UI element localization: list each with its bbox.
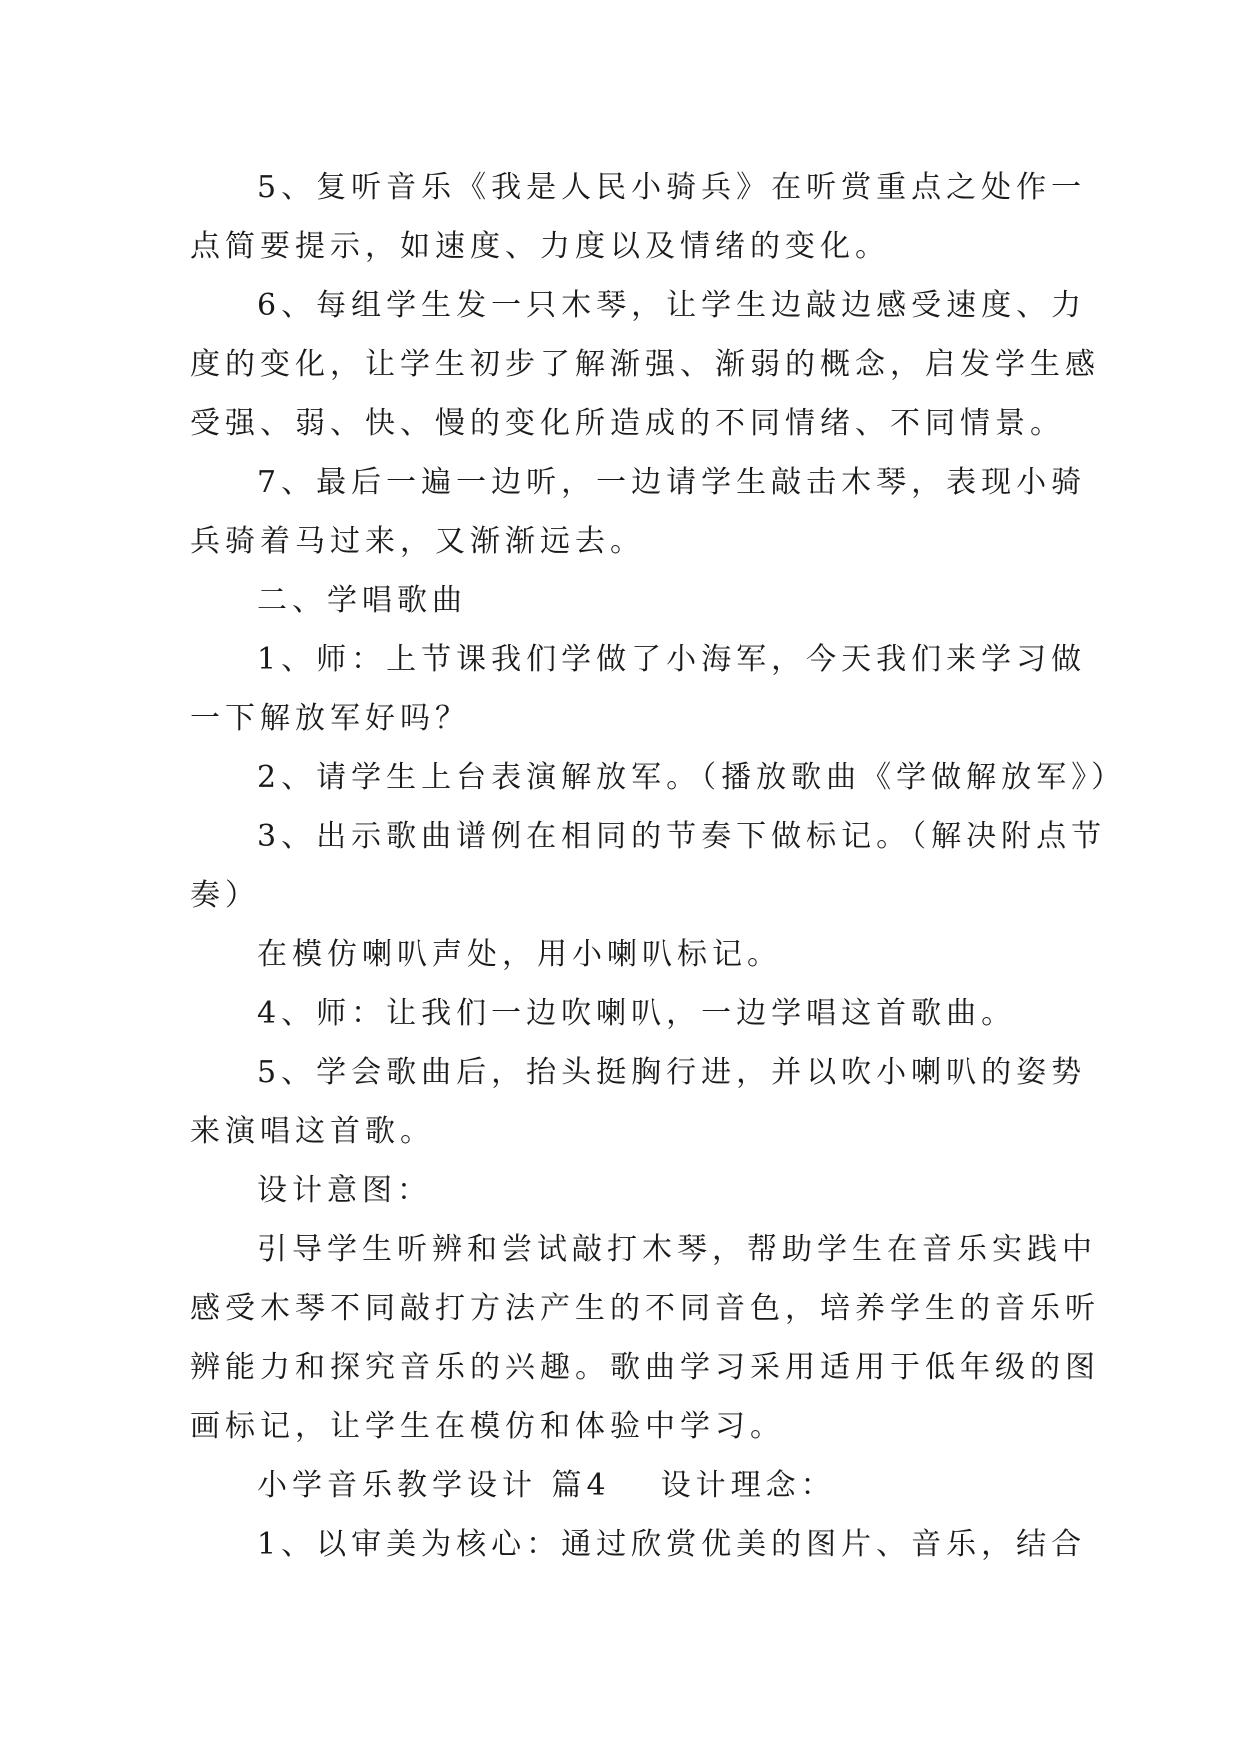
paragraph-line: 1、师：上节课我们学做了小海军，今天我们来学习做 — [257, 642, 1087, 677]
paragraph-line: 一下解放军好吗？ — [190, 701, 470, 736]
paragraph-line: 4、师：让我们一边吹喇叭，一边学唱这首歌曲。 — [257, 996, 1017, 1031]
paragraph-line: 度的变化，让学生初步了解渐强、渐弱的概念，启发学生感 — [190, 347, 1100, 382]
paragraph-line: 2、请学生上台表演解放军。（播放歌曲《学做解放军》） — [257, 760, 1127, 795]
chapter-title: 小学音乐教学设计 篇4 — [257, 1468, 611, 1503]
paragraph-line: 画标记，让学生在模仿和体验中学习。 — [190, 1409, 785, 1444]
paragraph-line: 1、以审美为核心：通过欣赏优美的图片、音乐，结合 — [257, 1527, 1087, 1562]
paragraph-line: 感受木琴不同敲打方法产生的不同音色，培养学生的音乐听 — [190, 1291, 1100, 1326]
paragraph-line: 受强、弱、快、慢的变化所造成的不同情绪、不同情景。 — [190, 406, 1065, 441]
paragraph-line: 3、出示歌曲谱例在相同的节奏下做标记。（解决附点节 — [257, 819, 1107, 854]
paragraph-line: 点简要提示，如速度、力度以及情绪的变化。 — [190, 229, 890, 264]
document-body — [190, 158, 1127, 1574]
section-label: 设计意图： — [257, 1173, 432, 1208]
paragraph-line: 兵骑着马过来，又渐渐远去。 — [190, 524, 645, 559]
paragraph-line: 5、学会歌曲后，抬头挺胸行进，并以吹小喇叭的姿势 — [257, 1055, 1087, 1090]
chapter-heading-line — [190, 1456, 1050, 1515]
paragraph-line: 引导学生听辨和尝试敲打木琴，帮助学生在音乐实践中 — [257, 1232, 1097, 1267]
paragraph-line: 在模仿喇叭声处，用小喇叭标记。 — [257, 937, 782, 972]
paragraph-line: 5、复听音乐《我是人民小骑兵》在听赏重点之处作一 — [257, 170, 1087, 205]
paragraph-line: 辨能力和探究音乐的兴趣。歌曲学习采用适用于低年级的图 — [190, 1350, 1100, 1385]
section-heading: 二、学唱歌曲 — [257, 583, 467, 618]
paragraph-line: 来演唱这首歌。 — [190, 1114, 435, 1149]
paragraph-line: 7、最后一遍一边听，一边请学生敲击木琴，表现小骑 — [257, 465, 1087, 500]
paragraph-line: 6、每组学生发一只木琴，让学生边敲边感受速度、力 — [257, 288, 1087, 323]
chapter-subtitle: 设计理念： — [660, 1468, 836, 1503]
paragraph-line: 奏） — [190, 878, 260, 913]
